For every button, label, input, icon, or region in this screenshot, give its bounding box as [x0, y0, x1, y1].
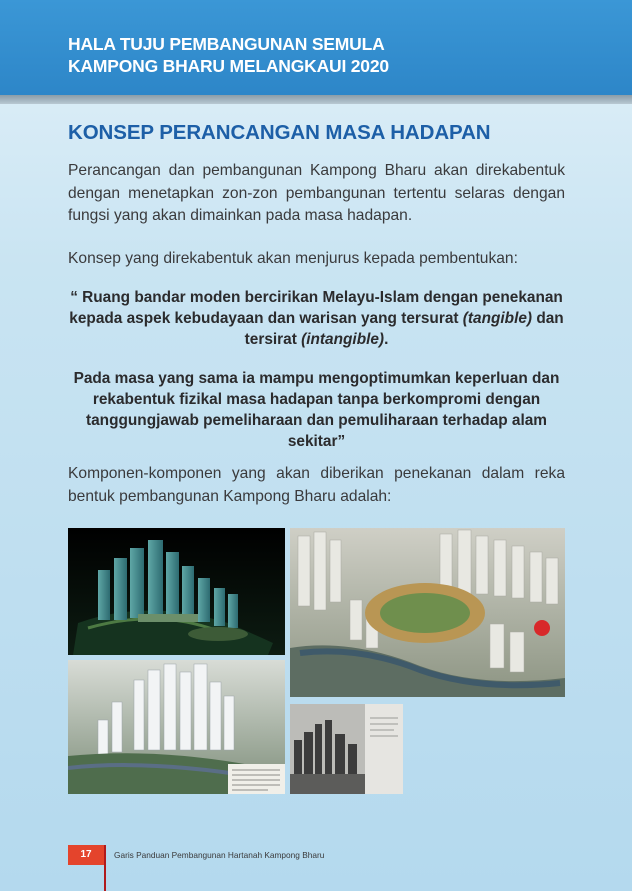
page-number-badge: 17 — [68, 845, 104, 865]
intro-paragraph: Perancangan dan pembangunan Kampong Bharu akan direkabentuk dengan menetapkan zon-zon pembangunan tertentu selaras dengan fungsi yang akan dimainkan pada masa hadapan. — [68, 162, 565, 224]
quote1-tangible: (tangible) — [462, 310, 533, 327]
aerial-masterplan-image — [290, 528, 565, 697]
components-paragraph: Komponen-komponen yang akan diberikan penekanan dalam reka bentuk pembangunan Kampong Bharu adalah: — [68, 465, 565, 505]
header-divider — [0, 95, 632, 104]
skyline-collage-image — [290, 704, 403, 794]
daytime-render-image — [68, 660, 285, 794]
section-title: KONSEP PERANCANGAN MASA HADAPAN — [68, 121, 491, 144]
footer-title: Garis Panduan Pembangunan Hartanah Kampong Bharu — [114, 850, 325, 860]
concept-quote-1 — [68, 287, 565, 350]
header-title-line1: HALA TUJU PEMBANGUNAN SEMULA — [68, 34, 385, 54]
concept-paragraph: Konsep yang direkabentuk akan menjurus kepada pembentukan: — [68, 250, 518, 267]
header-title — [68, 33, 389, 77]
quote1-end: . — [384, 331, 389, 348]
footer-divider — [104, 845, 106, 891]
header-title-line2: KAMPONG BHARU MELANGKAUI 2020 — [68, 56, 389, 76]
concept-quote-2: Pada masa yang sama ia mampu mengoptimumkan keperluan dan rekabentuk fizikal masa hadapan tanpa berkompromi dengan tanggungjawab pemeliharaan dan pemuliharaan terhadap alam sekitar” — [73, 370, 560, 450]
quote1-intangible: (intangible) — [301, 331, 385, 348]
quote1-text: “ Ruang bandar moden bercirikan Melayu-Islam dengan penekanan kepada aspek kebudayaan dan warisan yang tersurat — [69, 289, 563, 327]
quote1-middle: dan tersirat — [244, 310, 564, 348]
night-render-image — [68, 528, 285, 655]
